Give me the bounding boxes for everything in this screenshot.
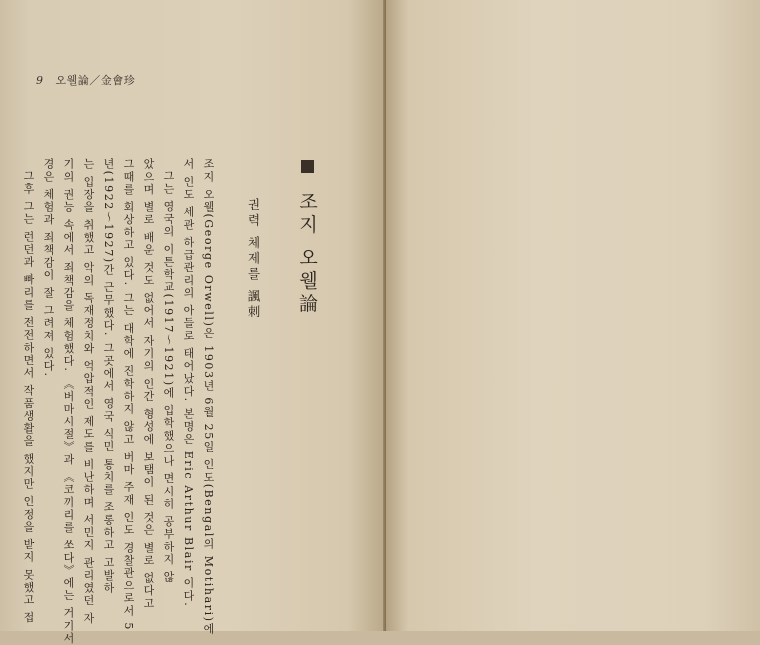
body-line: 경은 체험과 죄책감이 잘 그려져 있다. [42,158,55,378]
body-line: 았으며 별로 배운 것도 없어서 자기의 인간 형성에 보탬이 된 것은 별로 없다고 [142,158,155,610]
running-header [36,72,135,88]
right-page-blank [386,0,760,631]
article-title [294,160,321,316]
body-line: 조지 오웰(George Orwell)은 1903년 6월 25일 인도(Bengal의 Motihari)에 [202,158,215,636]
body-line: 년(1922～1927)간 근무했다. 그곳에서 영국 식민 통치를 조롱하고 고발하 [102,158,115,595]
body-line: 서 인도 세관 하급관리의 아들로 태어났다. 본명은 Eric Arthur Blair 이다. [182,158,195,608]
title-square-mark [301,160,314,173]
body-line: 는 입장을 취했고 악의 독재정치와 억압적인 제도를 비난하며 서민지 관리였던 자 [82,158,95,625]
body-line: 그후 그는 런던과 빠리를 전전하면서 작품생활을 했지만 인정을 받지 못했고 접 [22,170,35,625]
running-title: 오웰論／金會珍 [55,74,136,87]
body-line: 그때를 회상하고 있다. 그는 대학에 진학하지 않고 버마 주재 인도 경찰관으로서 5 [122,158,135,631]
body-line: 그는 영국의 이튼학교(1917～1921)에 입학했으나 면시히 공부하지 않 [162,170,175,584]
page-number: 9 [36,74,44,87]
article-title-text: 조지 오웰論 [296,191,318,317]
article-subtitle: 권력 체제를 諷刺 [246,198,261,321]
body-line: 기의 권능 속에서 죄책감을 체험했다. 《버마시절》과 《코끼리를 쏘다》에는 거기서 [62,158,75,645]
